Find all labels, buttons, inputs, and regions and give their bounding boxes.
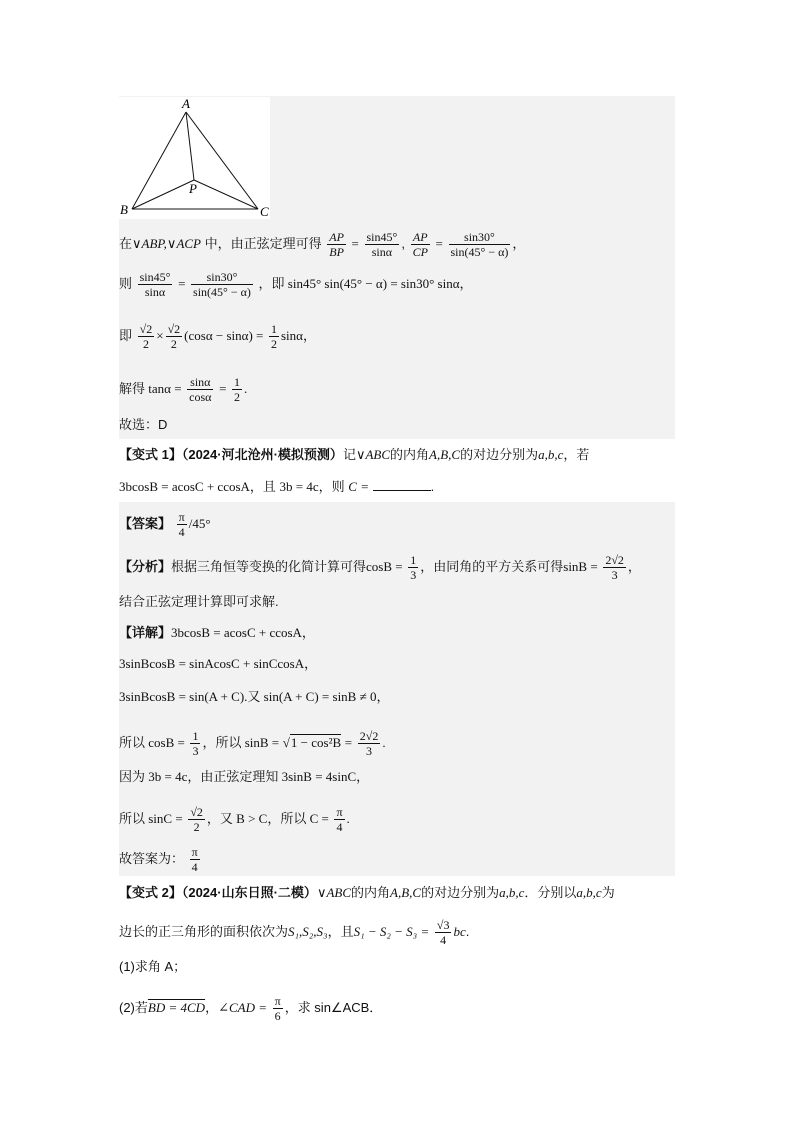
detail-line-7: 故答案为： $\frac{\pi}{4}$: [119, 845, 198, 874]
fraction-sin45-sina: $\frac{\sin 45^\circ}{\sin\alpha}$: [139, 270, 171, 299]
answer-choice: 故选：D: [119, 417, 168, 432]
variant-1-stem-line-1: 【变式 1】（2024·河北沧州·模拟预测）记∨ABC的内角A,B,C的对边分别为a,b,c，若: [119, 447, 590, 462]
solution-line-4: 解得 tanα = $\frac{\sin\alpha}{\cos\alpha}$ = $\frac{1}{2}$ .: [119, 375, 248, 404]
solution-line-3: 即 $\frac{√2}{2}$ × $\frac{√2}{2}$ (cosα − sinα) = $\frac{1}{2}$ sinα，: [119, 322, 316, 351]
fraction-sin30-sin45a: $\frac{\sin 30^\circ}{\sin(45^\circ - \alpha)}$: [193, 270, 251, 299]
detail-line-6: 所以 sinC = $\frac{√2}{2}$ ，又 B > C，所以 C = $\frac{\pi}{4}$ .: [119, 805, 350, 834]
fraction-pi-6: $\frac{\pi}{6}$: [274, 994, 281, 1023]
label-c: C: [260, 204, 269, 219]
fraction-sin30-sin45a: $\frac{\sin 30^\circ}{\sin(45^\circ - \alpha)}$: [450, 230, 509, 259]
fraction-pi-4: $\frac{\pi}{4}$: [191, 845, 198, 874]
detail-line-2: 3sinBcosB = sinAcosC + sinCcosA，: [119, 656, 318, 671]
detail-line-1: 【详解】3bcosB = acosC + ccosA，: [119, 625, 315, 640]
variant-2-stem-line-1: 【变式 2】（2024·山东日照·二模）∨ABC的内角A,B,C的对边分别为a,b,c．分别以a,b,c为: [119, 885, 615, 900]
fraction-pi-4: $\frac{\pi}{4}$: [178, 510, 185, 539]
fraction-1-2: $\frac{1}{2}$: [234, 375, 241, 404]
solution-line-1: 在∨ABP,∨ACP 中，由正弦定理可得 $\frac{AP}{BP}$ = $\frac{\sin 45^\circ}{\sin\alpha}$ , $\frac{AP}{CP}$ = $\frac{\sin 30^\circ}{\sin(45^\circ - \alpha)}$ ，: [119, 230, 526, 259]
fraction-sina-cosa: $\frac{\sin\alpha}{\cos\alpha}$: [189, 375, 212, 404]
label-a: A: [182, 97, 190, 111]
fraction-2sqrt2-3: $\frac{2√2}{3}$: [359, 729, 379, 758]
detail-line-4: 所以 cosB = $\frac{1}{3}$ ，所以 sinB = √1 − cos²B = $\frac{2√2}{3}$ .: [119, 729, 386, 758]
variant-1-stem-line-2: 3bcosB = acosC + ccosA，且 3b = 4c，则 C = .: [119, 479, 435, 494]
solution-line-2: 则 $\frac{\sin 45^\circ}{\sin\alpha}$ = $\frac{\sin 30^\circ}{\sin(45^\circ - \alpha)}$ ，即 sin45° sin(45° − α) = sin30° sinα，: [119, 270, 473, 299]
variant-1-analysis: 【分析】根据三角恒等变换的化简计算可得cosB = $\frac{1}{3}$ ，由同角的平方关系可得sinB = $\frac{2√2}{3}$ ，: [119, 553, 641, 582]
label-p: P: [189, 181, 197, 196]
fraction-ap-bp: $\frac{AP}{BP}$: [329, 230, 344, 259]
fraction-1-3: $\frac{1}{3}$: [192, 729, 199, 758]
triangle-figure: [118, 97, 270, 219]
fraction-1-2: $\frac{1}{2}$: [271, 322, 277, 351]
variant-2-stem-line-2: 边长的正三角形的面积依次为S₁,S₂,S₃，且S₁ − S₂ − S₃ = $\frac{√3}{4}$ bc.: [119, 918, 470, 947]
fraction-sqrt2-2: $\frac{√2}{2}$: [190, 805, 203, 834]
question-1: (1)求角 A；: [119, 959, 187, 974]
fraction-ap-cp: $\frac{AP}{CP}$: [412, 230, 428, 259]
detail-line-3: 3sinBcosB = sin(A + C).又 sin(A + C) = sinB ≠ 0，: [119, 689, 390, 704]
label-b: B: [120, 202, 128, 217]
fraction-1-3: $\frac{1}{3}$: [410, 553, 417, 582]
fraction-sqrt2-2: $\frac{√2}{2}$: [139, 322, 153, 351]
answer-blank[interactable]: [373, 480, 431, 491]
fraction-sqrt2-2: $\frac{√2}{2}$: [167, 322, 181, 351]
variant-1-answer: 【答案】 $\frac{\pi}{4}$ /45°: [119, 510, 211, 539]
detail-line-5: 因为 3b = 4c，由正弦定理知 3sinB = 4sinC，: [119, 769, 370, 784]
fraction-2sqrt2-3: $\frac{2√2}{3}$: [605, 553, 624, 582]
fraction-sqrt3-4: $\frac{√3}{4}$: [436, 918, 450, 947]
fraction-sin45-sina: $\frac{\sin 45^\circ}{\sin\alpha}$: [366, 230, 398, 259]
question-2: (2)若BD = 4CD，∠CAD = $\frac{\pi}{6}$ ，求 sin∠ACB．: [119, 994, 383, 1023]
fraction-pi-4: $\frac{\pi}{4}$: [336, 805, 343, 834]
variant-1-analysis-line-2: 结合正弦定理计算即可求解.: [119, 594, 279, 609]
